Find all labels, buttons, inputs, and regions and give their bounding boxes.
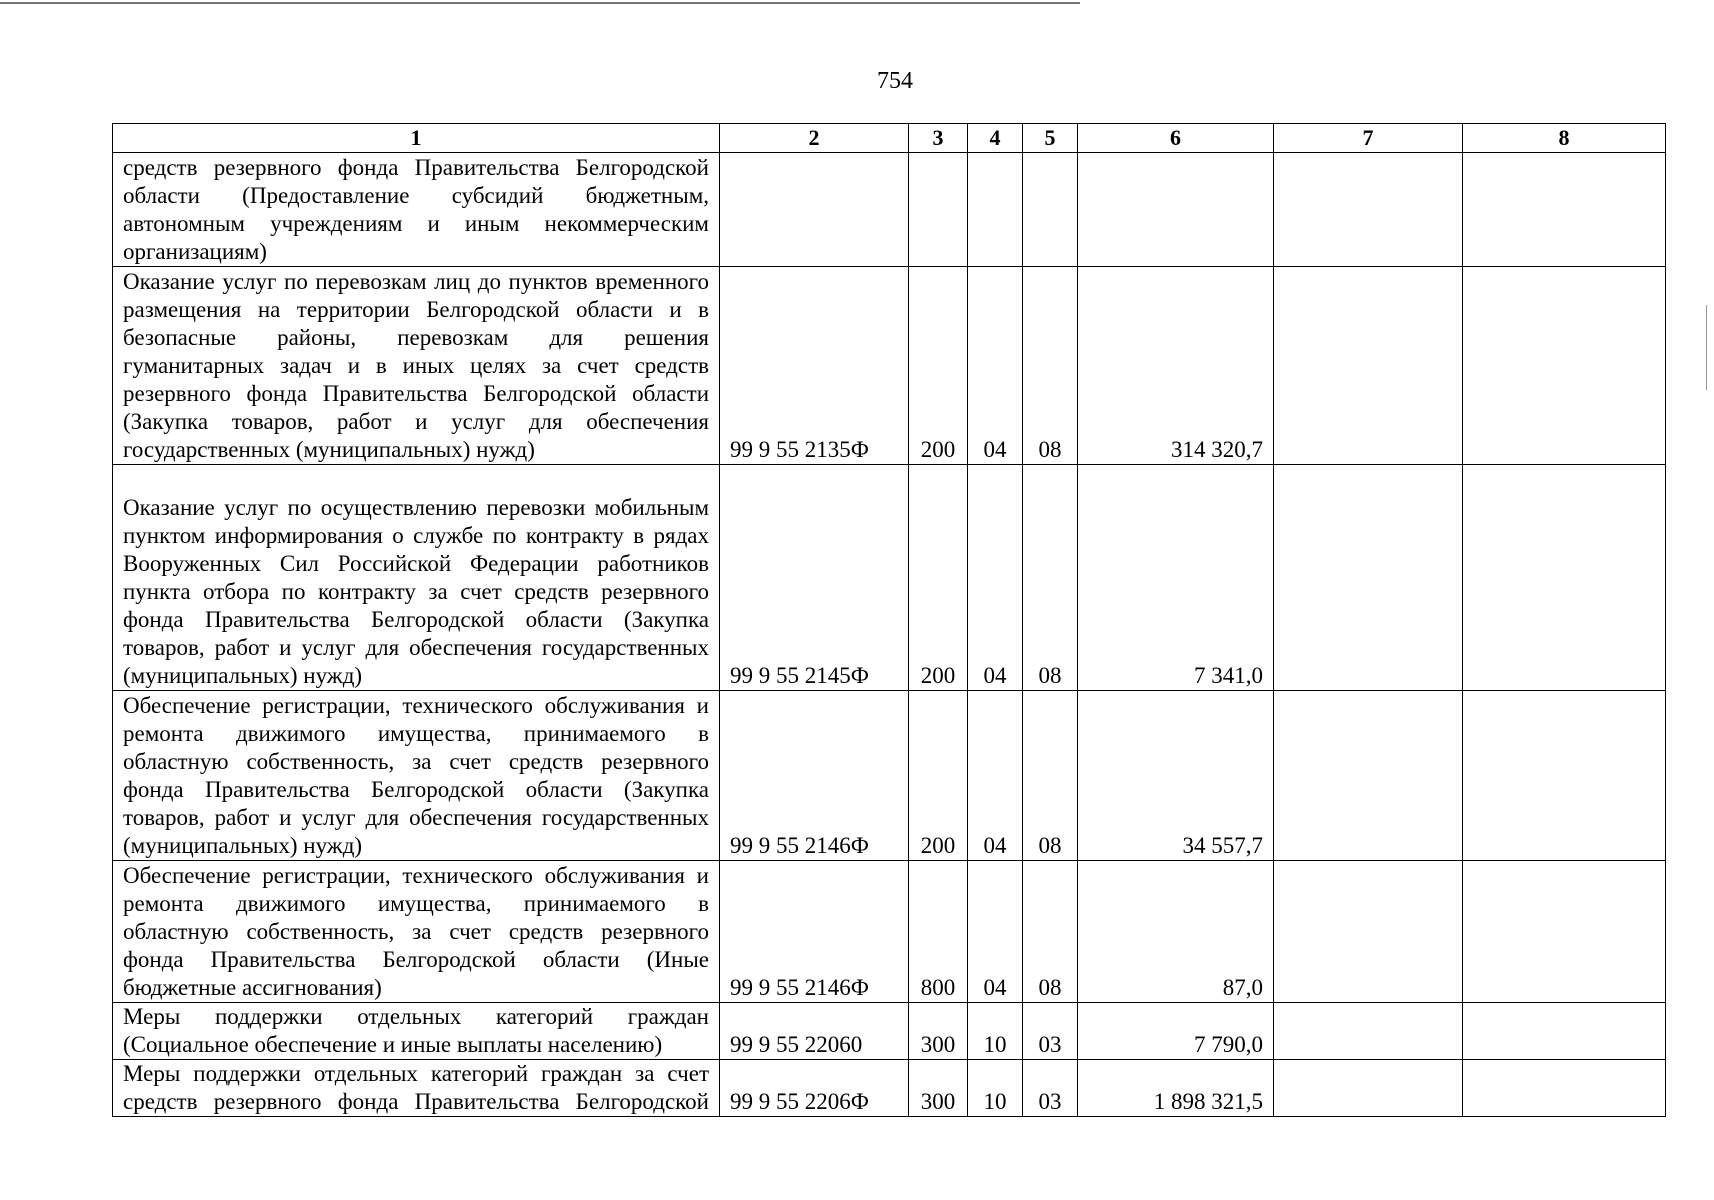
- subsection-code: 08: [1023, 267, 1078, 465]
- item-description: Оказание услуг по осуществлению перевозки мобильным пунктом информирования о службе по контракту в рядах Вооруженных Сил Российской Федерации работников пункта отбора по контракту за счет средств резервного фонда Правительства Белгородской области (Закупка товаров, работ и услуг для обеспечения государственных (муниципальных) нужд): [113, 465, 720, 691]
- target-article-code: 99 9 55 2206Ф: [720, 1060, 909, 1117]
- scan-edge-mark: [1706, 305, 1707, 390]
- scan-top-rule: [0, 2, 1080, 4]
- column-8-value: [1463, 465, 1666, 691]
- budget-table: [112, 123, 1666, 1117]
- column-header-2: 2: [720, 124, 909, 153]
- target-article-code: 99 9 55 2146Ф: [720, 691, 909, 861]
- section-code: 04: [968, 691, 1023, 861]
- target-article-code: 99 9 55 2145Ф: [720, 465, 909, 691]
- table-row: [113, 1003, 1666, 1060]
- section-code: 10: [968, 1003, 1023, 1060]
- target-article-code: 99 9 55 2135Ф: [720, 267, 909, 465]
- item-description: Обеспечение регистрации, технического обслуживания и ремонта движимого имущества, принимаемого в областную собственность, за счет средств резервного фонда Правительства Белгородской области (Иные бюджетные ассигнования): [113, 861, 720, 1003]
- subsection-code: 08: [1023, 465, 1078, 691]
- section-code: 04: [968, 861, 1023, 1003]
- column-7-value: [1274, 691, 1463, 861]
- table-row: [113, 861, 1666, 1003]
- column-header-6: 6: [1078, 124, 1274, 153]
- table-row: [113, 153, 1666, 267]
- column-7-value: [1274, 267, 1463, 465]
- expense-type-code: 300: [909, 1060, 968, 1117]
- table-row: [113, 1060, 1666, 1117]
- item-description: Обеспечение регистрации, технического обслуживания и ремонта движимого имущества, принимаемого в областную собственность, за счет средств резервного фонда Правительства Белгородской области (Закупка товаров, работ и услуг для обеспечения государственных (муниципальных) нужд): [113, 691, 720, 861]
- amount: 7 341,0: [1078, 465, 1274, 691]
- expense-type-code: 300: [909, 1003, 968, 1060]
- column-header-7: 7: [1274, 124, 1463, 153]
- column-7-value: [1274, 465, 1463, 691]
- amount: 1 898 321,5: [1078, 1060, 1274, 1117]
- amount: [1078, 153, 1274, 267]
- page-number: 754: [877, 68, 913, 94]
- table-row: [113, 691, 1666, 861]
- column-8-value: [1463, 691, 1666, 861]
- item-description: средств резервного фонда Правительства Белгородской области (Предоставление субсидий бюджетным, автономным учреждениям и иным некоммерческим организациям): [113, 153, 720, 267]
- subsection-code: 03: [1023, 1003, 1078, 1060]
- section-code: 04: [968, 267, 1023, 465]
- target-article-code: 99 9 55 2146Ф: [720, 861, 909, 1003]
- amount: 34 557,7: [1078, 691, 1274, 861]
- column-7-value: [1274, 861, 1463, 1003]
- amount: 7 790,0: [1078, 1003, 1274, 1060]
- subsection-code: [1023, 153, 1078, 267]
- column-7-value: [1274, 1003, 1463, 1060]
- item-description: Оказание услуг по перевозкам лиц до пунктов временного размещения на территории Белгородской области и в безопасные районы, перевозкам для решения гуманитарных задач и в иных целях за счет средств резервного фонда Правительства Белгородской области (Закупка товаров, работ и услуг для обеспечения государственных (муниципальных) нужд): [113, 267, 720, 465]
- item-description: Меры поддержки отдельных категорий граждан за счет средств резервного фонда Правительства Белгородской: [113, 1060, 720, 1117]
- expense-type-code: [909, 153, 968, 267]
- table-row: [113, 465, 1666, 691]
- subsection-code: 03: [1023, 1060, 1078, 1117]
- column-7-value: [1274, 1060, 1463, 1117]
- expense-type-code: 800: [909, 861, 968, 1003]
- column-header-4: 4: [968, 124, 1023, 153]
- column-header-3: 3: [909, 124, 968, 153]
- expense-type-code: 200: [909, 691, 968, 861]
- subsection-code: 08: [1023, 861, 1078, 1003]
- column-header-8: 8: [1463, 124, 1666, 153]
- section-code: 10: [968, 1060, 1023, 1117]
- amount: 314 320,7: [1078, 267, 1274, 465]
- column-8-value: [1463, 861, 1666, 1003]
- target-article-code: [720, 153, 909, 267]
- target-article-code: 99 9 55 22060: [720, 1003, 909, 1060]
- column-8-value: [1463, 267, 1666, 465]
- column-8-value: [1463, 1003, 1666, 1060]
- subsection-code: 08: [1023, 691, 1078, 861]
- section-code: [968, 153, 1023, 267]
- column-8-value: [1463, 1060, 1666, 1117]
- column-header-5: 5: [1023, 124, 1078, 153]
- expense-type-code: 200: [909, 267, 968, 465]
- amount: 87,0: [1078, 861, 1274, 1003]
- table-row: [113, 267, 1666, 465]
- column-8-value: [1463, 153, 1666, 267]
- expense-type-code: 200: [909, 465, 968, 691]
- section-code: 04: [968, 465, 1023, 691]
- column-header-1: 1: [113, 124, 720, 153]
- column-7-value: [1274, 153, 1463, 267]
- item-description: Меры поддержки отдельных категорий граждан (Социальное обеспечение и иные выплаты населению): [113, 1003, 720, 1060]
- column-number-row: [113, 124, 1666, 153]
